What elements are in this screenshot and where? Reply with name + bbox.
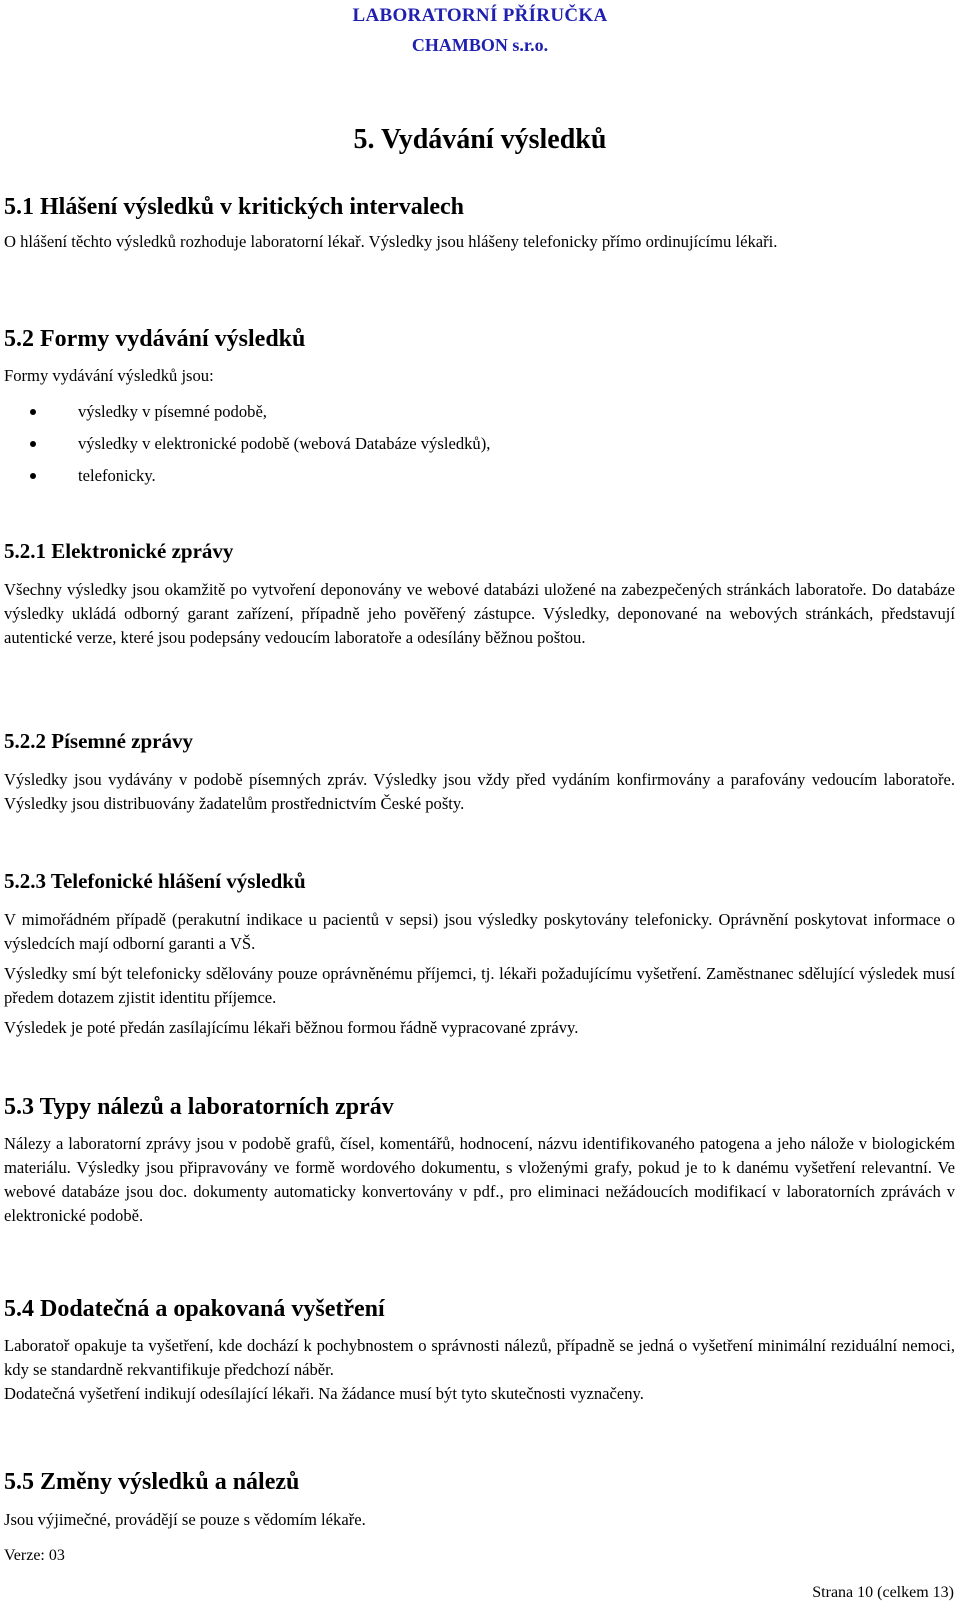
list-item-text: výsledky v elektronické podobě (webová Databáze výsledků), [78, 434, 491, 453]
list-item-text: telefonicky. [78, 466, 156, 485]
paragraph-5-1: O hlášení těchto výsledků rozhoduje laboratorní lékař. Výsledky jsou hlášeny telefonicky přímo ordinujícímu lékaři. [4, 232, 778, 251]
heading-5-2-1: 5.2.1 Elektronické zprávy [4, 539, 234, 563]
header-company: CHAMBON s.r.o. [411, 35, 549, 55]
paragraph-5-2-3-a: V mimořádném případě (perakutní indikace u pacientů v sepsi) jsou výsledky poskytovány telefonicky. Oprávnění poskytovat informace o výsledcích mají odborní garanti a VŠ. [4, 910, 955, 953]
list-item-text: výsledky v písemné podobě, [78, 402, 267, 421]
paragraph-5-2-1: Všechny výsledky jsou okamžitě po vytvoření deponovány ve webové databázi uložené na zabezpečených stránkách laboratoře. Do databáze výsledky ukládá odborný garant zařízení, případně jeho pověřený zástupce. Výsledky, deponované na webových stránkách, představují autentické verze, které jsou podepsány vedoucím laboratoře a odesílány běžnou poštou. [4, 580, 955, 647]
header-title: LABORATORNÍ PŘÍRUČKA [352, 5, 608, 26]
heading-5-5: 5.5 Změny výsledků a nálezů [4, 1469, 300, 1495]
heading-5-2-3: 5.2.3 Telefonické hlášení výsledků [4, 869, 306, 893]
bullet-icon [30, 473, 36, 479]
chapter-title: 5. Vydávání výsledků [353, 124, 607, 155]
bullet-icon [30, 441, 36, 447]
paragraph-5-5: Jsou výjimečné, provádějí se pouze s vědomím lékaře. [4, 1510, 366, 1529]
heading-5-1: 5.1 Hlášení výsledků v kritických intervalech [4, 194, 465, 220]
paragraph-5-2-intro: Formy vydávání výsledků jsou: [4, 366, 214, 385]
paragraph-5-2-2: Výsledky jsou vydávány v podobě písemných zpráv. Výsledky jsou vždy před vydáním konfirmovány a parafovány vedoucím laboratoře. Výsledky jsou distribuovány žadatelům prostřednictvím České pošty. [4, 770, 955, 813]
paragraph-5-2-3-b: Výsledky smí být telefonicky sdělovány pouze oprávněnému příjemci, tj. lékaři požadujícímu vyšetření. Zaměstnanec sdělující výsledek musí předem dotazem zjistit identitu příjemce. [4, 964, 955, 1007]
heading-5-4: 5.4 Dodatečná a opakovaná vyšetření [4, 1296, 385, 1322]
paragraph-5-4-b: Dodatečná vyšetření indikují odesílající lékaři. Na žádance musí být tyto skutečnosti vyznačeny. [4, 1384, 644, 1403]
heading-5-2-2: 5.2.2 Písemné zprávy [4, 729, 193, 753]
footer-version: Verze: 03 [4, 1547, 65, 1564]
paragraph-5-2-3-c: Výsledek je poté předán zasílajícímu lékaři běžnou formou řádně vypracované zprávy. [4, 1018, 579, 1037]
footer-page-number: Strana 10 (celkem 13) [812, 1584, 954, 1601]
heading-5-3: 5.3 Typy nálezů a laboratorních zpráv [4, 1094, 394, 1120]
paragraph-5-4-a: Laboratoř opakuje ta vyšetření, kde dochází k pochybnostem o správnosti nálezů, případně se jedná o vyšetření minimální reziduální nemoci, kdy se standardně rekvantifikuje předchozí náběr. [4, 1336, 955, 1379]
heading-5-2: 5.2 Formy vydávání výsledků [4, 326, 306, 352]
bullet-icon [30, 409, 36, 415]
paragraph-5-3: Nálezy a laboratorní zprávy jsou v podobě grafů, čísel, komentářů, hodnocení, názvu identifikovaného patogena a jeho nálože v biologickém materiálu. Výsledky jsou připravovány ve formě wordového dokumentu, s vloženými grafy, pokud je to k danému vyšetření relevantní. Ve webové databáze jsou doc. dokumenty automaticky konvertovány v pdf., pro eliminaci nežádoucích modifikací v laboratorních zprávách v elektronické podobě. [4, 1134, 955, 1225]
